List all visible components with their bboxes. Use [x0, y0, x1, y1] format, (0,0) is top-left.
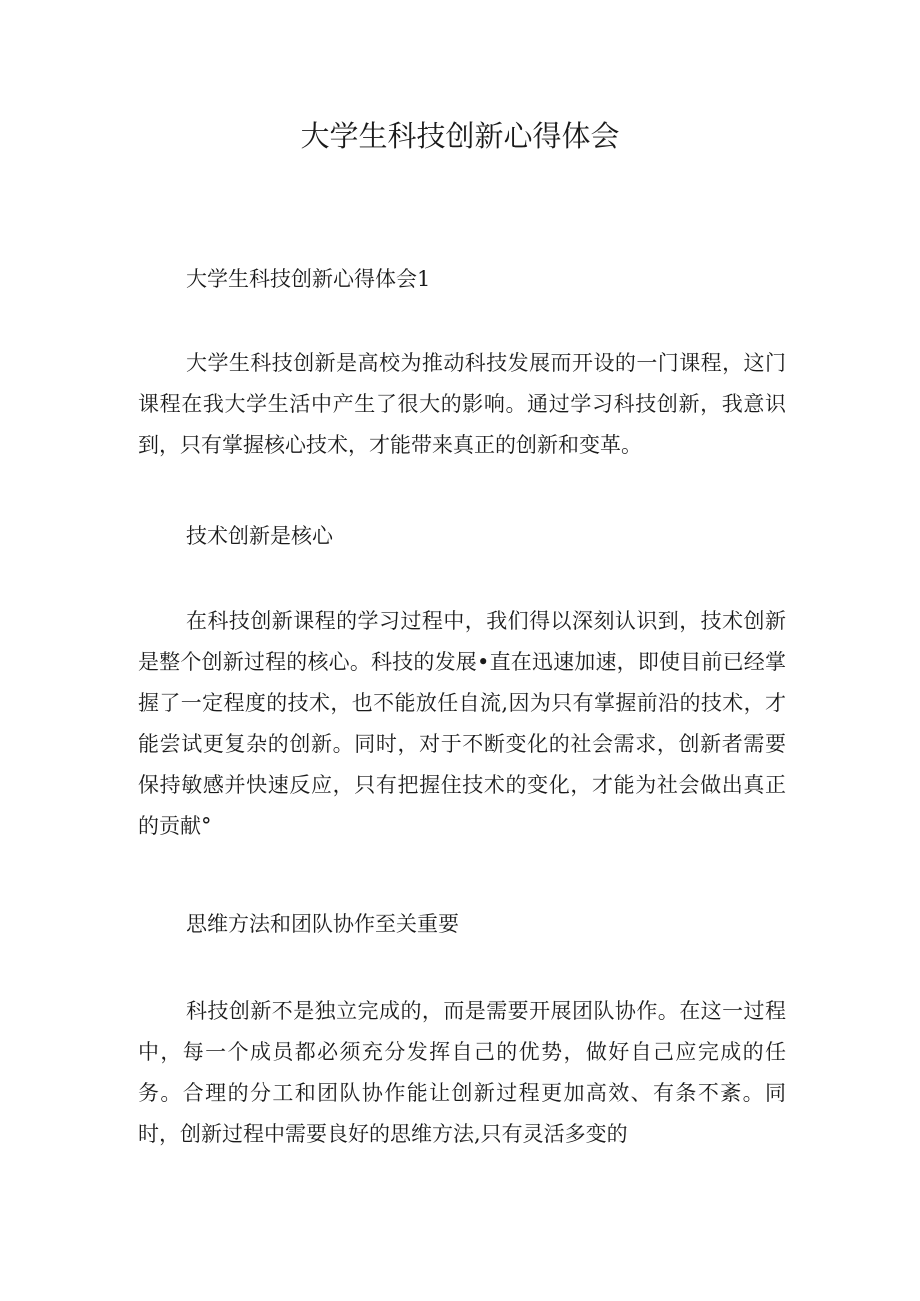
section-paragraph-1: 大学生科技创新是高校为推动科技发展而开设的一门课程，这门课程在我大学生活中产生了很大的影响。通过学习科技创新，我意识到，只有掌握核心技术，才能带来真正的创新和变革。 — [138, 351, 786, 457]
section-heading-3: 思维方法和团队协作至关重要 — [186, 912, 459, 936]
document-title: 大学生科技创新心得体会 — [300, 119, 620, 153]
section-heading-2: 技术创新是核心 — [186, 524, 333, 548]
section-heading-1: 大学生科技创新心得体会1 — [186, 267, 431, 291]
section-paragraph-2: 在科技创新课程的学习过程中，我们得以深刻认识到，技术创新是整个创新过程的核心。科技的发展•直在迅速加速，即使目前已经掌握了一定程度的技术，也不能放任自流,因为只有掌握前沿的技术，才能尝试更复杂的创新。同时，对于不断变化的社会需求，创新者需要保持敏感并快速反应，只有把握住技术的变化，才能为社会做出真正的贡献° — [138, 609, 786, 838]
section-paragraph-3: 科技创新不是独立完成的，而是需要开展团队协作。在这一过程中，每一个成员都必须充分发挥自己的优势，做好自己应完成的任务。合理的分工和团队协作能让创新过程更加高效、有条不紊。同时，创新过程中需要良好的思维方法,只有灵活多变的 — [138, 999, 786, 1146]
